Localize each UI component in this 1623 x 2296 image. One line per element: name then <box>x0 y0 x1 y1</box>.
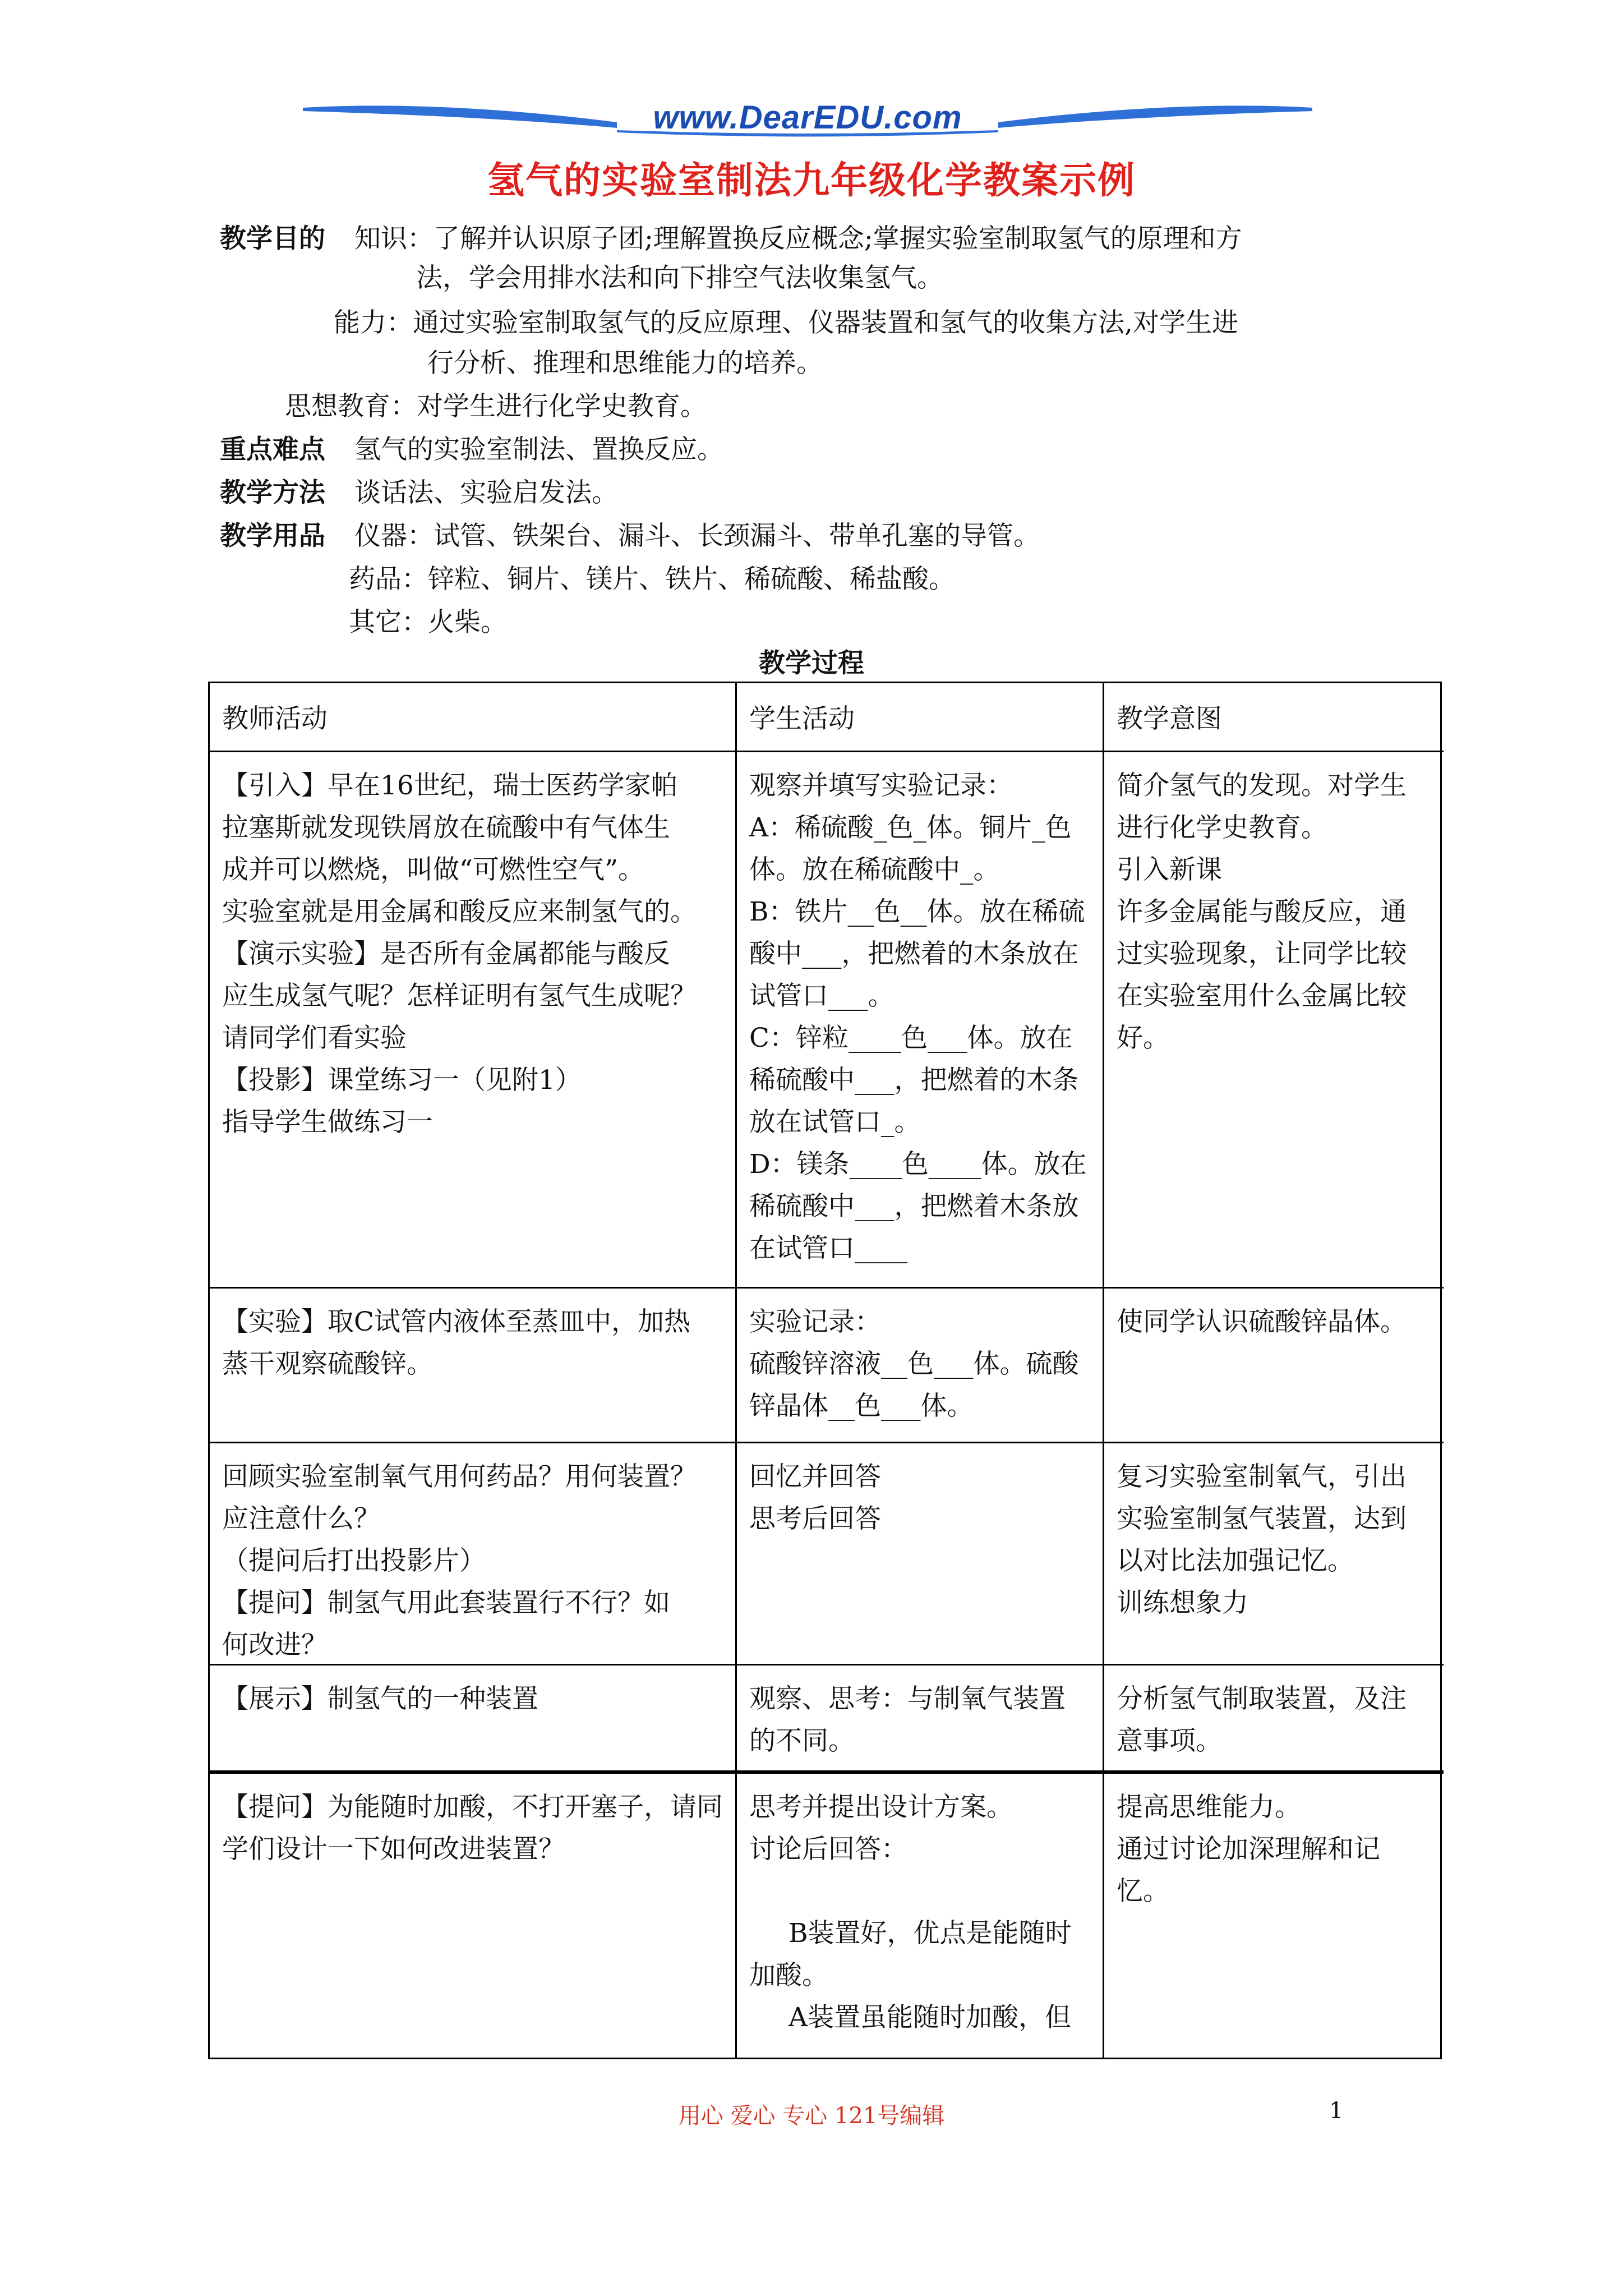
student-cell: 实验记录： 硫酸锌溶液__色___体。硫酸 锌晶体__色___体。 <box>749 1306 1079 1421</box>
intent-cell: 分析氢气制取装置，及注 意事项。 <box>1117 1683 1407 1756</box>
header-intent: 教学意图 <box>1117 703 1222 734</box>
key-text: 氢气的实验室制法、置换反应。 <box>354 434 723 465</box>
knowledge-line-1: 知识：了解并认识原子团;理解置换反应概念;掌握实验室制取氢气的原理和方 <box>354 223 1242 254</box>
site-banner <box>303 95 1312 146</box>
student-cell: 回忆并回答 思考后回答 <box>749 1461 881 1534</box>
intent-cell: 使同学认识硫酸锌晶体。 <box>1117 1306 1407 1337</box>
others-line: 其它：火柴。 <box>349 607 507 638</box>
chemicals-line: 药品：锌粒、铜片、镁片、铁片、稀硫酸、稀盐酸。 <box>349 564 955 595</box>
teacher-cell: 【提问】为能随时加酸，不打开塞子，请同 学们设计一下如何改进装置？ <box>222 1792 723 1865</box>
intent-cell: 简介氢气的发现。对学生 进行化学史教育。 引入新课 许多金属能与酸反应，通 过实验现象，让同学比较 在实验室用什么金属比较 好。 <box>1117 770 1407 1053</box>
method-label: 教学方法 <box>220 477 325 508</box>
teacher-cell: 【实验】取C试管内液体至蒸皿中，加热 蒸干观察硫酸锌。 <box>222 1306 690 1379</box>
table-row <box>210 1770 1444 2061</box>
table-row <box>210 1287 1444 1443</box>
teacher-cell: 【引入】早在16世纪，瑞士医药学家帕 拉塞斯就发现铁屑放在硫酸中有气体生 成并可以燃烧，叫做“可燃性空气”。 实验室就是用金属和酸反应来制氢气的。 【演示实验】是否所有金属都能与酸反 应生成氢气呢？怎样证明有氢气生成呢？ 请同学们看实验 【投影】课堂练习一（见附1） 指导学生做练习一 <box>222 770 697 1138</box>
method-text: 谈话法、实验启发法。 <box>354 477 618 508</box>
key-label: 重点难点 <box>220 434 325 465</box>
teacher-cell: 【展示】制氢气的一种装置 <box>222 1683 538 1714</box>
student-cell: 观察并填写实验记录： A：稀硫酸_色_体。铜片_色 体。放在稀硫酸中_。 B：铁片__色__体。放在稀硫 酸中___，把燃着的木条放在 试管口___。 C：锌粒____色___体。放在 稀硫酸中___，把燃着的木条 放在试管口_。 D：镁条____色____体。放在 稀硫酸中___，把燃着木条放 在试管口____ <box>749 770 1087 1264</box>
ideology-line: 思想教育：对学生进行化学史教育。 <box>285 391 707 422</box>
page-number: 1 <box>1329 2098 1344 2124</box>
site-url: www.DearEDU.com <box>653 99 962 136</box>
header-teacher: 教师活动 <box>222 703 328 734</box>
instruments-line: 仪器：试管、铁架台、漏斗、长颈漏斗、带单孔塞的导管。 <box>354 521 1040 551</box>
page-title: 氢气的实验室制法九年级化学教案示例 <box>487 158 1136 202</box>
student-cell: 思考并提出设计方案。 讨论后回答： B装置好，优点是能随时 加酸。 A装置虽能随时加酸，但 <box>749 1792 1072 2033</box>
knowledge-line-2: 法，学会用排水法和向下排空气法收集氢气。 <box>416 263 943 293</box>
process-table <box>208 682 1442 2059</box>
table-row <box>210 1442 1444 1665</box>
header-student: 学生活动 <box>749 703 855 734</box>
process-title: 教学过程 <box>759 648 864 679</box>
table-header-row <box>210 683 1444 751</box>
intent-cell: 提高思维能力。 通过讨论加深理解和记忆。 <box>1117 1792 1380 1907</box>
teacher-cell: 回顾实验室制氧气用何药品？用何装置？ 应注意什么？ （提问后打出投影片） 【提问】制氢气用此套装置行不行？如 何改进？ <box>222 1461 697 1660</box>
goal-label: 教学目的 <box>220 223 325 254</box>
ability-line-1: 能力：通过实验室制取氢气的反应原理、仪器装置和氢气的收集方法,对学生进 <box>334 307 1238 338</box>
table-row <box>210 1664 1444 1772</box>
intent-cell: 复习实验室制氧气，引出 实验室制氢气装置，达到 以对比法加强记忆。 训练想象力 <box>1117 1461 1407 1618</box>
table-row <box>210 751 1444 1289</box>
student-cell: 观察、思考：与制氧气装置 的不同。 <box>749 1683 1066 1756</box>
supplies-label: 教学用品 <box>220 521 325 551</box>
ability-line-2: 行分析、推理和思维能力的培养。 <box>427 348 823 379</box>
footer-text: 用心 爱心 专心 121号编辑 <box>678 2103 945 2129</box>
